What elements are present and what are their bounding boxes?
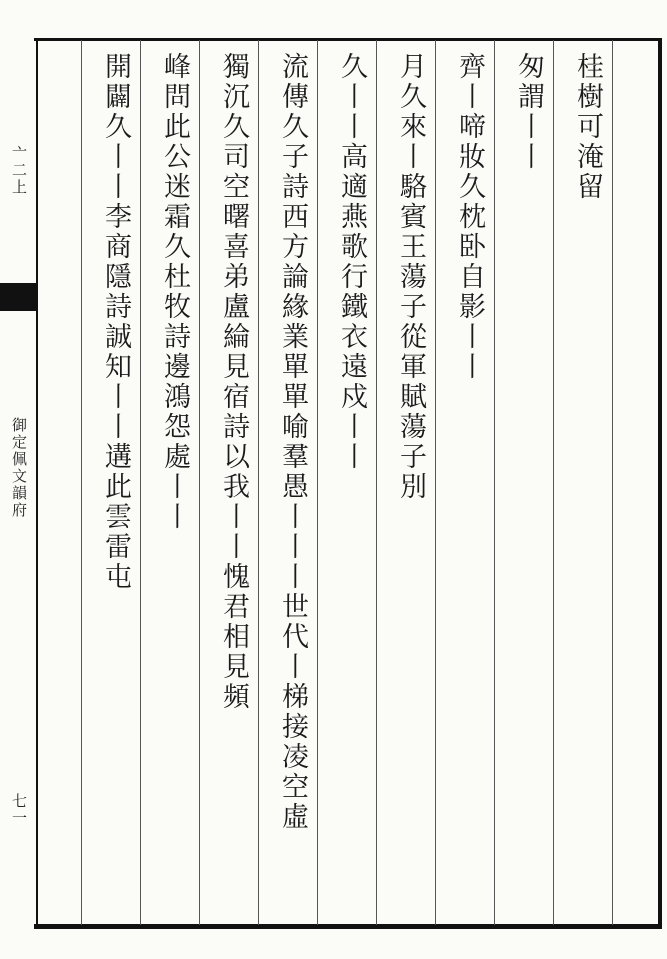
text-column-9: 開闢久丨丨李商隱詩誠知丨丨遘此雲雷屯: [100, 52, 131, 592]
column-rule: [140, 40, 141, 925]
right-border: [658, 38, 662, 929]
column-rule: [199, 40, 200, 925]
top-border: [34, 38, 660, 41]
text-column-5: 久丨丨高適燕歌行鐵衣遠戍丨丨: [336, 52, 367, 472]
column-rule: [317, 40, 318, 925]
text-column-4: 月久來丨駱賓王蕩子從軍賦蕩子別: [395, 52, 426, 502]
column-rule: [494, 40, 495, 925]
text-column-8: 峰問此公迷霜久杜牧詩邊鴻怨處丨丨: [159, 52, 190, 532]
left-border: [36, 38, 38, 929]
column-rule: [553, 40, 554, 925]
text-column-1: 桂樹可淹留: [572, 52, 603, 202]
text-column-7: 獨沉久司空曙喜弟盧綸見宿詩以我丨丨愧君相見頻: [218, 52, 249, 712]
text-column-6: 流傳久子詩西方論緣業單單喻羣愚丨丨丨世代丨梯接凌空虛: [277, 52, 308, 832]
column-rule: [258, 40, 259, 925]
text-column-2: 匆謂丨丨: [513, 52, 544, 172]
margin-book-title: 御定佩文韻府: [10, 417, 28, 519]
fishtail-mark: [0, 283, 38, 311]
margin-page-number: 七一: [10, 793, 28, 827]
column-rule: [81, 40, 82, 925]
column-rule: [612, 40, 613, 925]
text-column-3: 齊丨啼妝久枕卧自影丨丨: [454, 52, 485, 382]
column-rule: [435, 40, 436, 925]
column-rule: [376, 40, 377, 925]
margin-section: 亠二上: [10, 144, 28, 196]
